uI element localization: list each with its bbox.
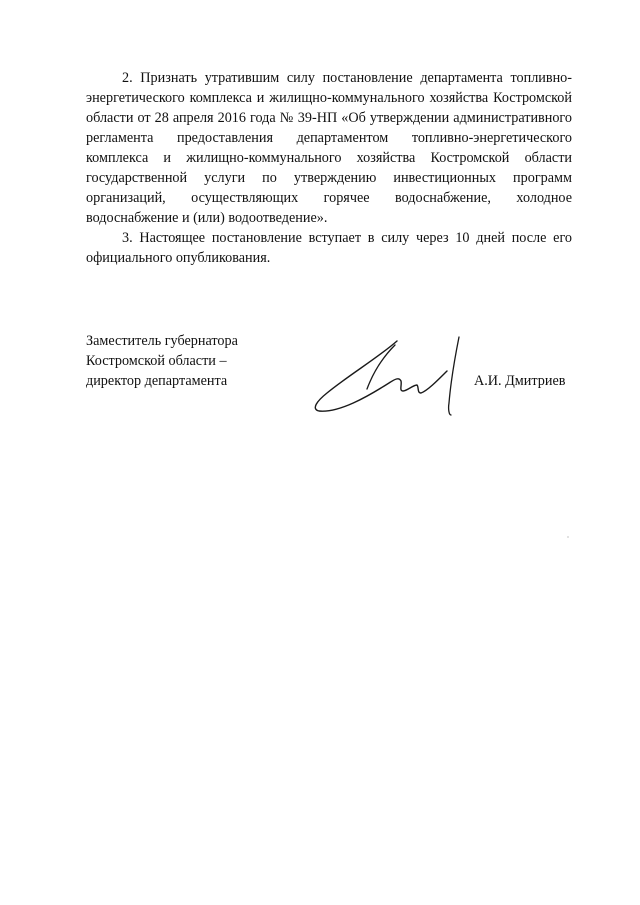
signatory-name: А.И. Дмитриев (474, 373, 566, 389)
signatory-title-line-1: Заместитель губернатора (86, 333, 238, 349)
document-body (86, 68, 572, 268)
signature-stroke-flourish (367, 337, 459, 415)
scan-speck (567, 536, 569, 538)
signature-stroke-main (315, 341, 447, 411)
signatory-title (86, 331, 286, 391)
paragraph-3: 3. Настоящее постановление вступает в силу через 10 дней после его официального опубликования. (86, 230, 572, 266)
signature-block (86, 331, 572, 421)
signatory-title-line-3: директор департамента (86, 373, 228, 389)
signatory-title-line-2: Костромской области – (86, 353, 227, 369)
handwritten-signature (309, 335, 479, 417)
paragraph-2: 2. Признать утратившим силу постановление департамента топливно-энергетического комплекса и жилищно-коммунального хозяйства Костромской области от 28 апреля 2016 года № 39-НП «Об утверждении административного регламента предоставления департаментом топливно-энергетического комплекса и жилищно-коммунального хозяйства Костромской области государственной услуги по утверждению инвестиционных программ организаций, осуществляющих горячее водоснабжение, холодное водоснабжение и (или) водоотведение». (86, 70, 572, 226)
